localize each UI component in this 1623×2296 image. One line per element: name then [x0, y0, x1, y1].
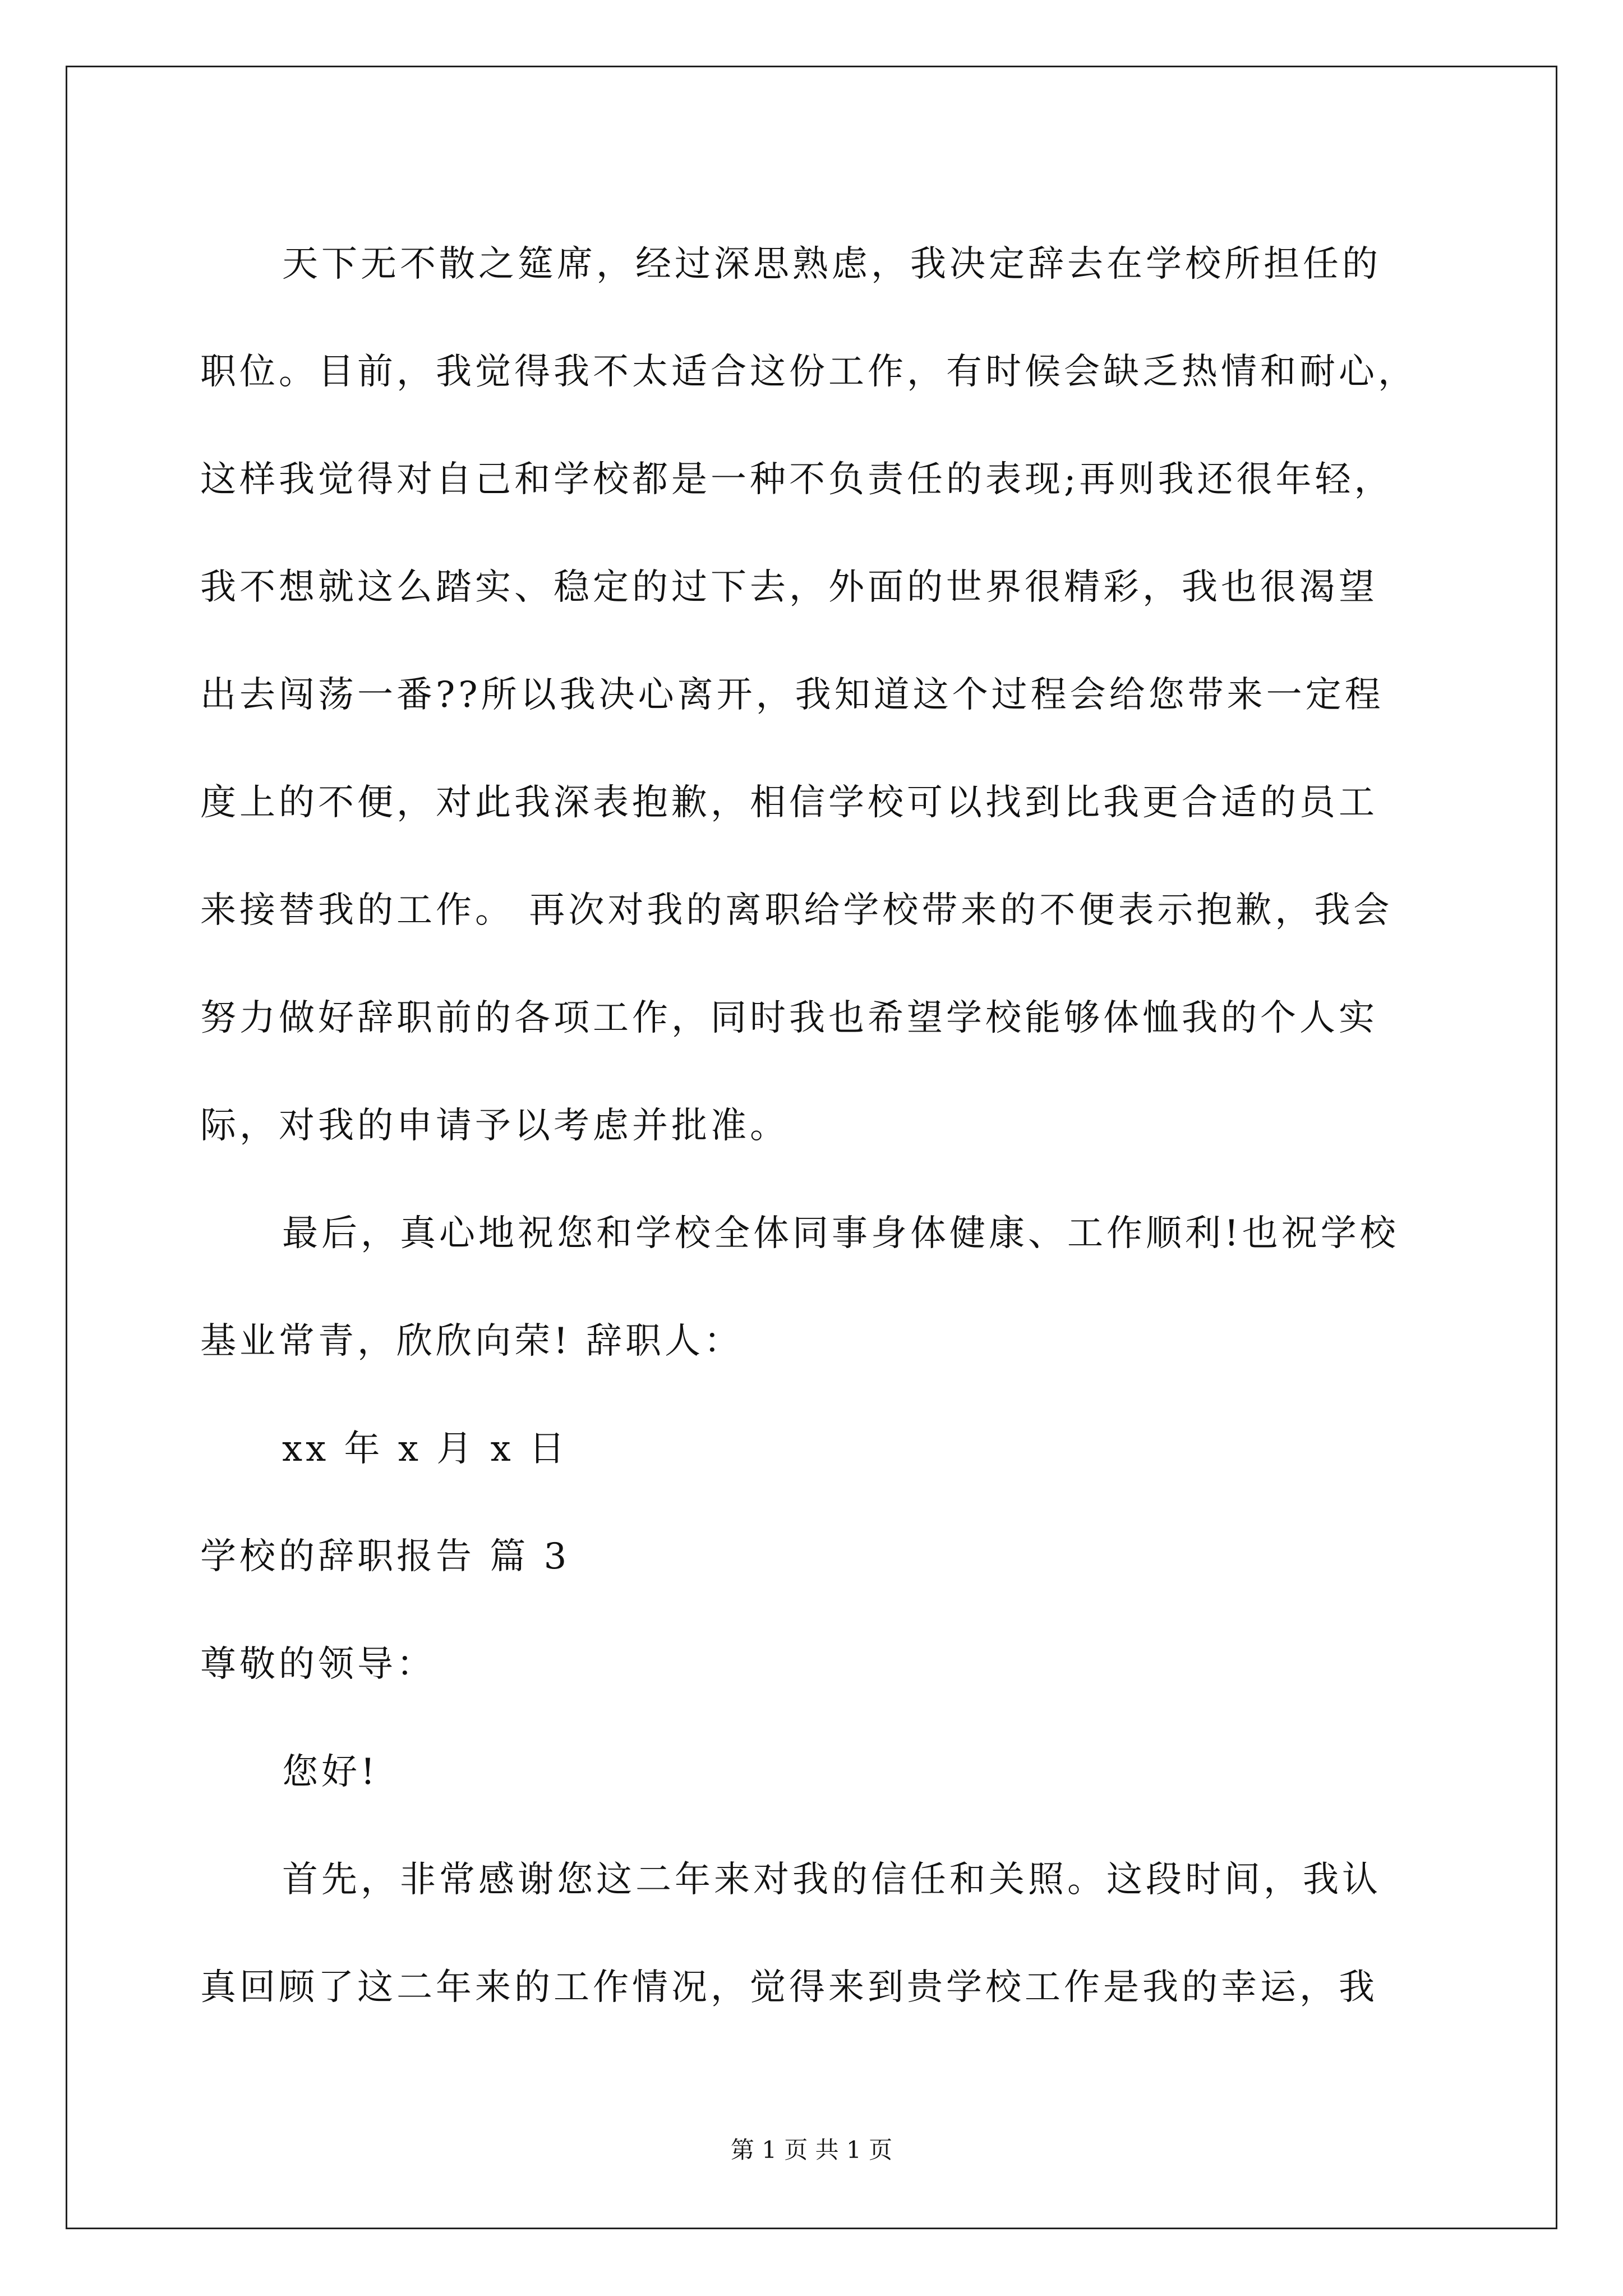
text-line: 来接替我的工作。 再次对我的离职给学校带来的不便表示抱歉，我会	[200, 890, 1393, 931]
document-body	[200, 210, 1456, 2041]
text-line: 职位。目前，我觉得我不太适合这份工作，有时候会缺乏热情和耐心，	[200, 351, 1417, 393]
text-line: 际，对我的申请予以考虑并批准。	[200, 1105, 789, 1147]
text-line: 最后，真心地祝您和学校全体同事身体健康、工作顺利!也祝学校	[282, 1213, 1399, 1254]
text-line: 努力做好辞职前的各项工作，同时我也希望学校能够体恤我的个人实	[200, 997, 1378, 1039]
salutation: 尊敬的领导：	[200, 1644, 436, 1685]
text-line: 我不想就这么踏实、稳定的过下去，外面的世界很精彩，我也很渴望	[200, 567, 1378, 608]
greeting: 您好!	[282, 1751, 379, 1793]
section-heading: 学校的辞职报告 篇 3	[200, 1536, 570, 1577]
text-line: 首先，非常感谢您这二年来对我的信任和关照。这段时间，我认	[282, 1859, 1381, 1901]
text-line: 出去闯荡一番??所以我决心离开，我知道这个过程会给您带来一定程	[200, 674, 1384, 716]
date-line: xx 年 x 月 x 日	[282, 1428, 569, 1470]
text-line: 这样我觉得对自己和学校都是一种不负责任的表现;再则我还很年轻，	[200, 459, 1394, 500]
text-line: 基业常青，欣欣向荣! 辞职人：	[200, 1320, 744, 1362]
text-line: 天下无不散之筵席，经过深思熟虑，我决定辞去在学校所担任的	[282, 243, 1381, 285]
text-line: 真回顾了这二年来的工作情况，觉得来到贵学校工作是我的幸运，我	[200, 1967, 1378, 2008]
page-number-footer: 第 1 页 共 1 页	[730, 2136, 893, 2164]
text-line: 度上的不便，对此我深表抱歉，相信学校可以找到比我更合适的员工	[200, 782, 1378, 823]
